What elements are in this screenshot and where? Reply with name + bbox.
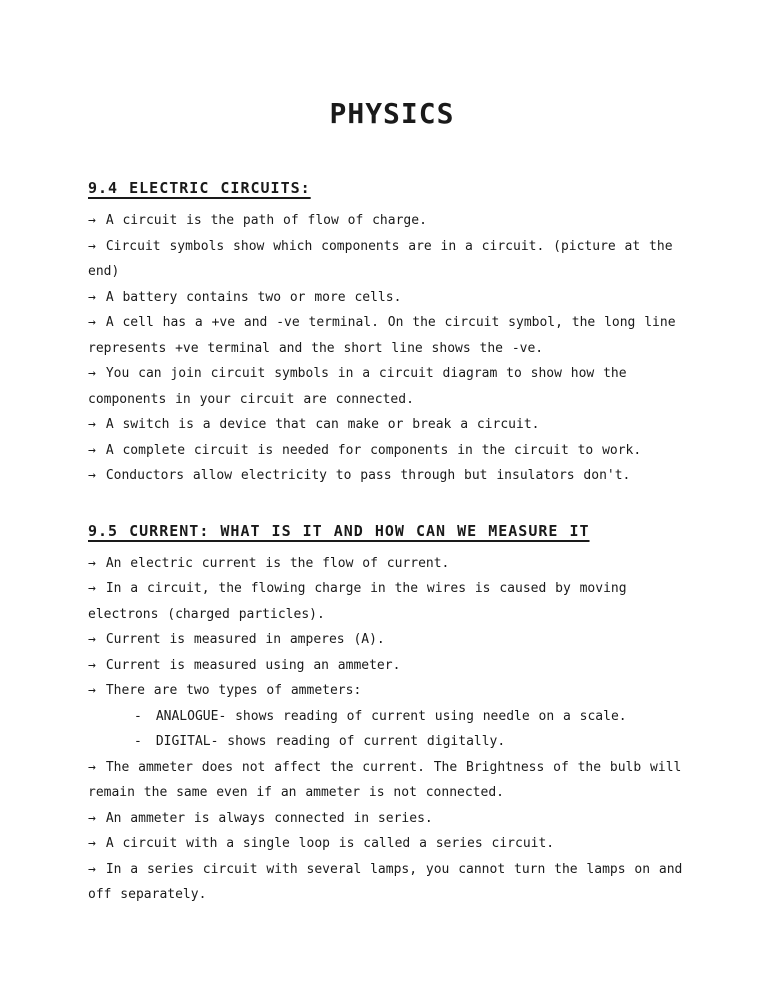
- note-item: [88, 361, 696, 412]
- arrow-icon: →: [88, 213, 96, 228]
- arrow-icon: →: [88, 289, 96, 305]
- note-subitem: [88, 729, 696, 755]
- note-item: [88, 576, 696, 627]
- arrow-icon: →: [88, 836, 96, 851]
- note-text: Current is measured in amperes (A).: [105, 632, 385, 647]
- note-text: A cell has a +ve and -ve terminal. On the circuit symbol, the long line represents +ve terminal and the short line shows the -ve.: [88, 315, 676, 356]
- note-item: [88, 831, 696, 857]
- arrow-icon: →: [88, 632, 96, 647]
- note-item: [88, 463, 696, 489]
- note-text: A complete circuit is needed for components in the circuit to work.: [105, 442, 642, 458]
- arrow-icon: →: [88, 468, 96, 483]
- section-heading-9-4: 9.4 ELECTRIC CIRCUITS:: [88, 179, 311, 197]
- note-text: Conductors allow electricity to pass through but insulators don't.: [105, 468, 631, 483]
- note-item: [88, 310, 696, 361]
- dash-icon: -: [134, 708, 142, 724]
- note-text: A switch is a device that can make or break a circuit.: [105, 417, 540, 432]
- note-text: A circuit is the path of flow of charge.: [105, 213, 427, 228]
- note-text: DIGITAL- shows reading of current digitally.: [155, 734, 506, 749]
- section-current: [88, 519, 696, 908]
- note-item: [88, 755, 696, 806]
- arrow-icon: →: [88, 555, 96, 571]
- arrow-icon: →: [88, 366, 96, 381]
- note-text: Current is measured using an ammeter.: [105, 657, 401, 673]
- note-subitem: [88, 704, 696, 730]
- note-item: [88, 412, 696, 438]
- note-item: [88, 627, 696, 653]
- note-item: [88, 678, 696, 704]
- note-text: A circuit with a single loop is called a series circuit.: [105, 836, 555, 851]
- section-heading-9-5: 9.5 CURRENT: WHAT IS IT AND HOW CAN WE MEASURE IT: [88, 521, 590, 540]
- note-text: An ammeter is always connected in series.: [105, 810, 433, 826]
- arrow-icon: →: [88, 581, 96, 596]
- note-item: [88, 438, 696, 464]
- note-item: [88, 551, 696, 577]
- dash-icon: -: [134, 734, 142, 749]
- arrow-icon: →: [88, 683, 96, 698]
- note-text: In a series circuit with several lamps, you cannot turn the lamps on and off separately.: [88, 861, 683, 902]
- arrow-icon: →: [88, 759, 96, 775]
- note-text: ANALOGUE- shows reading of current using needle on a scale.: [155, 708, 627, 724]
- arrow-icon: →: [88, 810, 96, 826]
- note-text: A battery contains two or more cells.: [105, 289, 402, 305]
- arrow-icon: →: [88, 657, 96, 673]
- note-item: [88, 285, 696, 311]
- arrow-icon: →: [88, 861, 96, 877]
- note-text: There are two types of ammeters:: [105, 683, 362, 698]
- note-text: An electric current is the flow of current.: [105, 555, 450, 571]
- note-text: Circuit symbols show which components are in a circuit. (picture at the end): [88, 238, 673, 279]
- note-item: [88, 653, 696, 679]
- arrow-icon: →: [88, 417, 96, 432]
- note-text: In a circuit, the flowing charge in the wires is caused by moving electrons (charged particles).: [88, 581, 627, 622]
- note-text: You can join circuit symbols in a circuit diagram to show how the components in your circuit are connected.: [88, 366, 627, 407]
- note-item: [88, 806, 696, 832]
- arrow-icon: →: [88, 315, 96, 330]
- note-item: [88, 857, 696, 908]
- arrow-icon: →: [88, 442, 96, 458]
- document-title: PHYSICS: [329, 97, 455, 130]
- note-text: The ammeter does not affect the current. The Brightness of the bulb will remain the same even if an ammeter is not connected.: [88, 759, 682, 800]
- note-item: [88, 208, 696, 234]
- section-electric-circuits: [88, 176, 696, 489]
- arrow-icon: →: [88, 238, 96, 254]
- note-item: [88, 234, 696, 285]
